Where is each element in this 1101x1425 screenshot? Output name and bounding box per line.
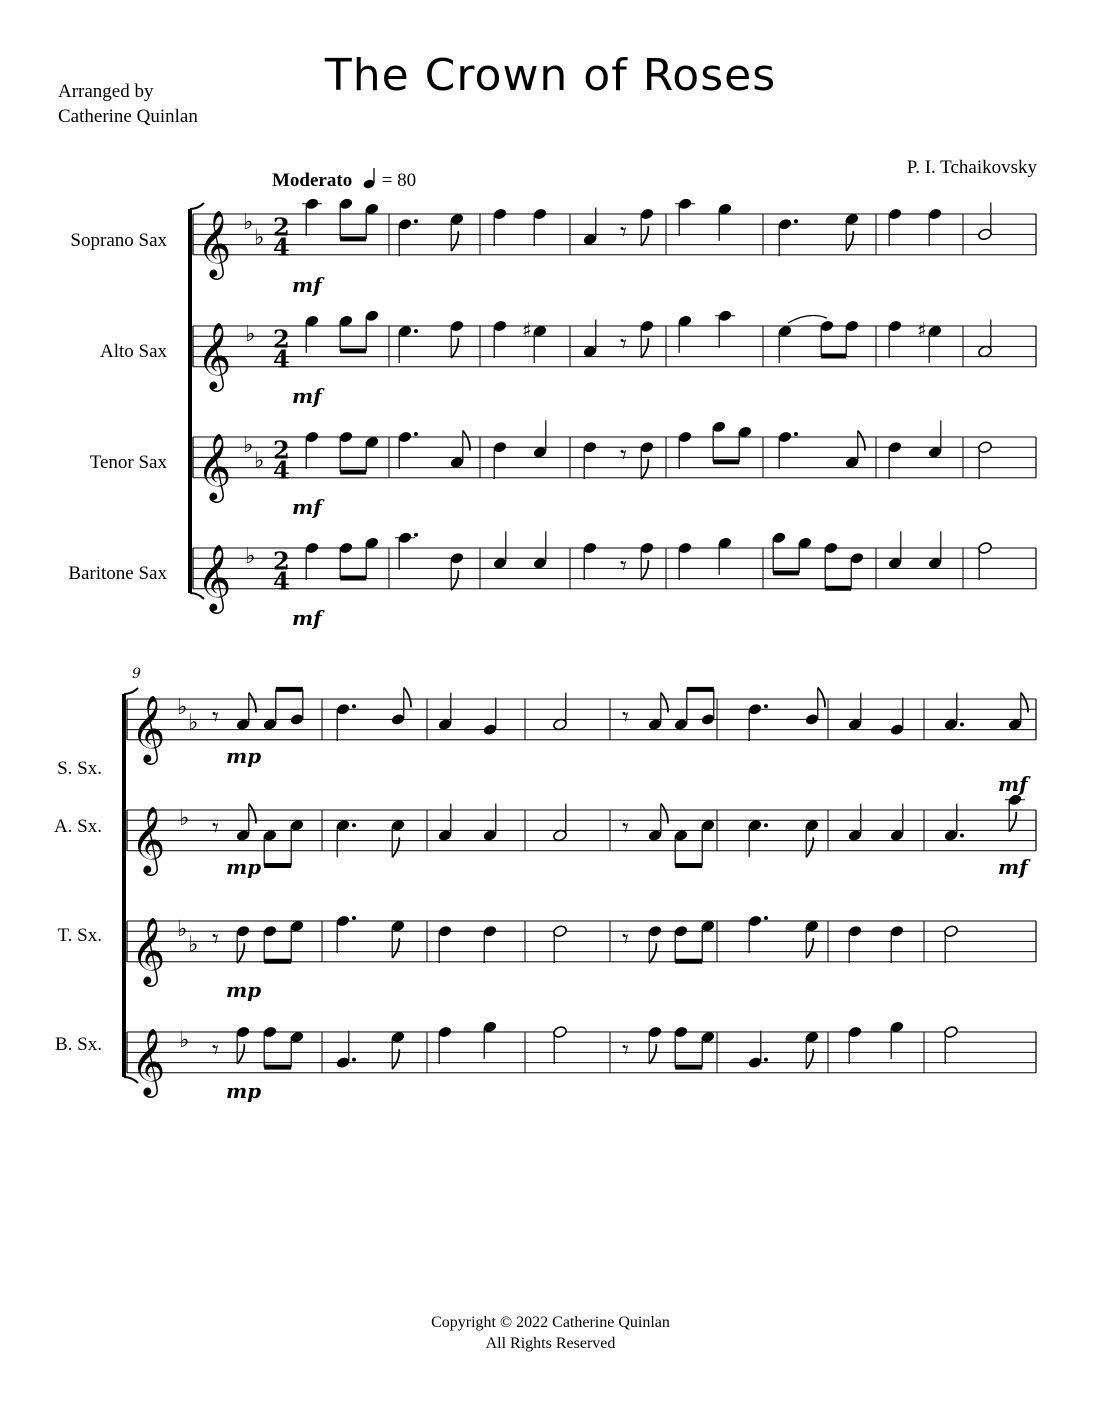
note-flag [641,338,648,358]
dynamic-mark: mp [226,855,262,879]
dynamic-mark: mp [226,978,262,1002]
staff-system2-1 [127,699,1036,740]
flat-icon: ♭ [177,917,188,943]
note-flag [641,226,648,246]
instrument-label-soprano-short: S. Sx. [57,758,102,779]
note-flag [818,687,825,707]
time-sig-bottom: 4 [273,344,290,374]
staff-system1-2 [193,326,1036,367]
eighth-rest-icon: 𝄾 [620,440,627,471]
eighth-rest-icon: 𝄾 [620,329,627,360]
treble-clef-icon: 𝄞 [131,915,166,984]
tie-icon [788,315,827,323]
eighth-rest-icon: 𝄾 [622,702,629,733]
eighth-rest-icon: 𝄾 [620,217,627,248]
eighth-rest-icon: 𝄾 [622,813,629,844]
eighth-rest-icon: 𝄾 [212,702,219,733]
eighth-rest-icon: 𝄾 [622,924,629,955]
flat-icon: ♭ [245,322,256,348]
instrument-label-alto: Alto Sax [99,341,167,362]
staff-system1-1 [193,214,1036,255]
sharp-icon: ♯ [522,318,532,343]
flat-icon: ♭ [243,210,254,236]
augmentation-dot [414,329,418,333]
staff-system1-4 [193,548,1036,589]
time-sig-top: 2 [273,324,290,354]
eighth-rest-icon: 𝄾 [212,813,219,844]
flat-icon: ♭ [243,433,254,459]
instrument-label-soprano: Soprano Sax [70,230,167,251]
dynamic-mark: mf [292,273,322,297]
augmentation-dot [352,1058,356,1062]
augmentation-dot [764,704,768,708]
note-flag [649,1044,656,1064]
flat-icon: ♭ [188,710,199,736]
instrument-label-baritone-short: B. Sx. [55,1034,102,1055]
eighth-rest-icon: 𝄾 [212,924,219,955]
augmentation-dot [960,723,964,727]
copyright-footer [0,1312,1101,1354]
note-flag [641,459,648,479]
tempo-word: Moderato [272,170,353,191]
dynamic-mark: mp [226,744,262,768]
augmentation-dot [414,533,418,537]
augmentation-dot [352,823,356,827]
note-flag [641,560,648,580]
time-sig-bottom: 4 [273,232,290,262]
time-sig-top: 2 [273,212,290,242]
flat-icon: ♭ [179,806,190,832]
measure-number: 9 [132,666,141,682]
treble-clef-icon: 𝄞 [131,804,166,873]
flat-icon: ♭ [177,695,188,721]
eighth-rest-icon: 𝄾 [212,1035,219,1066]
treble-clef-icon: 𝄞 [131,693,166,762]
eighth-rest-icon: 𝄾 [622,1035,629,1066]
dynamic-mark: mp [226,1079,262,1103]
augmentation-dot [414,432,418,436]
augmentation-dot [764,823,768,827]
treble-clef-icon: 𝄞 [131,1026,166,1095]
flat-icon: ♭ [254,448,265,474]
augmentation-dot [764,916,768,920]
dynamic-mark: mf [292,606,322,630]
composer-credit: P. I. Tchaikovsky [906,157,1037,178]
time-sig-bottom: 4 [273,566,290,596]
treble-clef-icon: 𝄞 [197,431,232,500]
eighth-rest-icon: 𝄾 [620,551,627,582]
instrument-label-tenor-short: T. Sx. [57,925,102,946]
flat-icon: ♭ [188,932,199,958]
note-flag [237,943,244,963]
instrument-label-tenor: Tenor Sax [89,452,167,473]
treble-clef-icon: 𝄞 [197,208,232,277]
copyright-line: Copyright © 2022 Catherine Quinlan [431,1314,670,1331]
instrument-label-baritone: Baritone Sax [68,563,167,584]
dynamic-mark: mf [292,384,322,408]
augmentation-dot [352,916,356,920]
instrument-label-alto-short: A. Sx. [53,816,102,837]
dynamic-mark: mf [998,772,1028,796]
staff-system2-4 [127,1032,1036,1073]
note-flag [451,338,458,358]
note-flag [404,687,411,707]
rights-line: All Rights Reserved [485,1335,616,1352]
flat-icon: ♭ [245,544,256,570]
arranger-line-1: Arranged by [58,81,154,102]
sharp-icon: ♯ [917,318,927,343]
staff-system1-3 [193,437,1036,478]
augmentation-dot [794,432,798,436]
flat-icon: ♭ [179,1028,190,1054]
flat-icon: ♭ [254,225,265,251]
note-flag [649,943,656,963]
note-flag [451,570,458,590]
treble-clef-icon: 𝄞 [197,320,232,389]
score-title: The Crown of Roses [324,50,777,101]
time-sig-top: 2 [273,546,290,576]
note-flag [237,1044,244,1064]
note-flag [1009,812,1016,832]
augmentation-dot [352,704,356,708]
augmentation-dot [794,219,798,223]
dynamic-mark: mf [292,495,322,519]
tempo-value: = 80 [381,170,417,191]
augmentation-dot [414,219,418,223]
arranger-line-2: Catherine Quinlan [58,106,198,127]
augmentation-dot [960,834,964,838]
dynamic-mark: mf [998,855,1028,879]
treble-clef-icon: 𝄞 [197,542,232,611]
time-sig-top: 2 [273,435,290,465]
staff-system2-2 [127,810,1036,851]
augmentation-dot [764,1058,768,1062]
time-sig-bottom: 4 [273,455,290,485]
